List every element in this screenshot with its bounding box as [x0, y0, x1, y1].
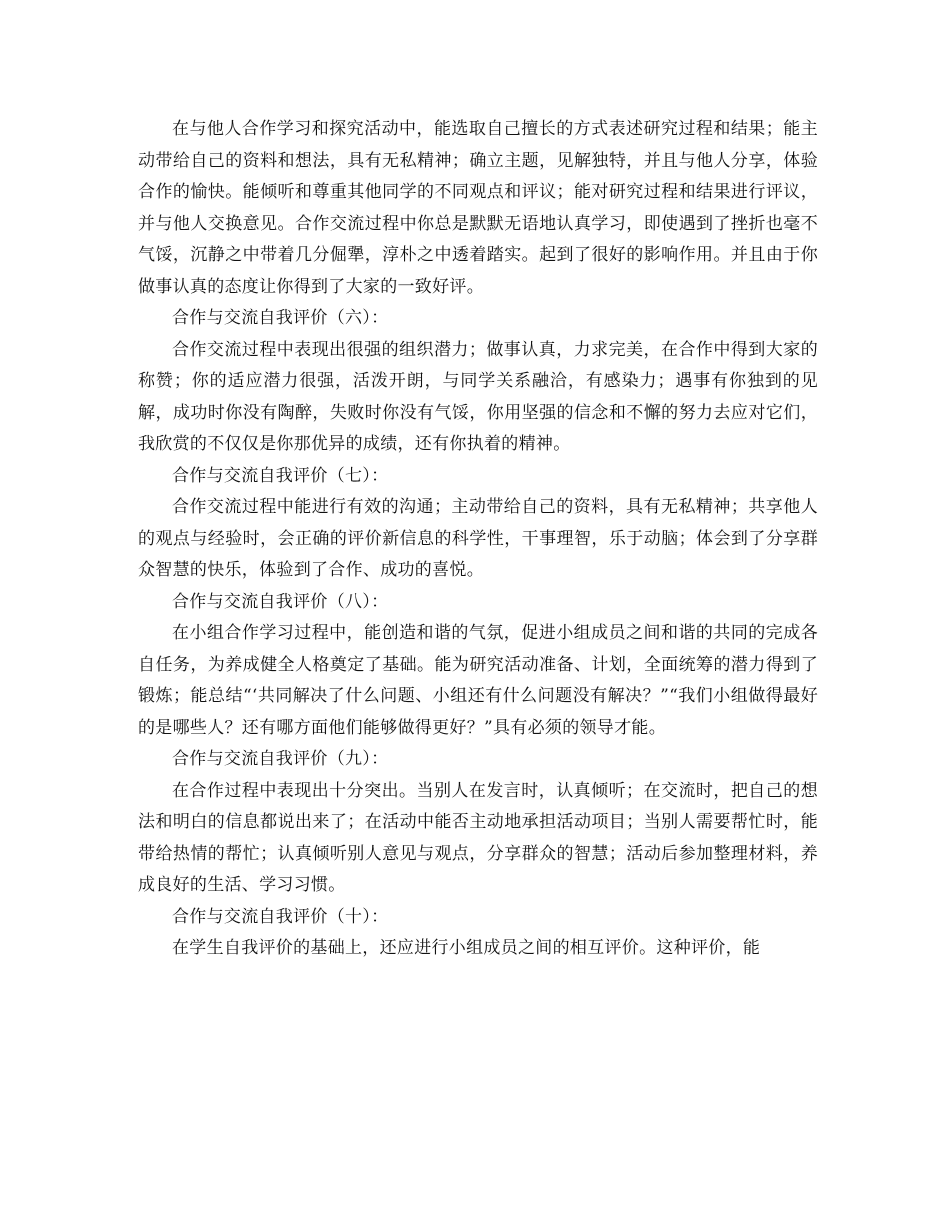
body-paragraph: 在学生自我评价的基础上，还应进行小组成员之间的相互评价。这种评价，能	[172, 938, 761, 958]
body-paragraph: 合作交流过程中表现出很强的组织潜力；做事认真，力求完美，在合作中得到大家的称赞；你的适应潜力很强，活泼开朗，与同学关系融洽，有感染力；遇事有你独到的见解，成功时你没有陶醉，失败时你没有气馁，你用坚强的信念和不懈的努力去应对它们，我欣赏的不仅仅是你那优异的成绩，还有你执着的精神。	[138, 339, 818, 454]
body-paragraph: 在合作过程中表现出十分突出。当别人在发言时，认真倾听；在交流时，把自己的想法和明白的信息都说出来了；在活动中能否主动地承担活动项目；当别人需要帮忙时，能带给热情的帮忙；认真倾听别人意见与观点，分享群众的智慧；活动后参加整理材料，养成良好的生活、学习习惯。	[138, 780, 818, 895]
section-heading: 合作与交流自我评价（九）：	[172, 749, 389, 769]
section-heading: 合作与交流自我评价（十）：	[172, 906, 389, 927]
section-heading: 合作与交流自我评价（六）：	[172, 308, 389, 328]
body-paragraph: 在与他人合作学习和探究活动中，能选取自己擅长的方式表述研究过程和结果；能主动带给自己的资料和想法，具有无私精神；确立主题，见解独特，并且与他人分享，体验合作的愉快。能倾听和尊重其他同学的不同观点和评议；能对研究过程和结果进行评议，并与他人交换意见。合作交流过程中你总是默默无语地认真学习，即使遇到了挫折也毫不气馁，沉静之中带着几分倔犟，淳朴之中透着踏实。起到了很好的影响作用。并且由于你做事认真的态度让你得到了大家的一致好评。	[138, 119, 818, 297]
section-heading: 合作与交流自我评价（七）：	[172, 465, 389, 486]
body-paragraph: 在小组合作学习过程中，能创造和谐的气氛，促进小组成员之间和谐的共同的完成各自任务，为养成健全人格奠定了基础。能为研究活动准备、计划，全面统筹的潜力得到了锻炼；能总结“‘共同解决了什么问题、小组还有什么问题没有解决？”“我们小组做得最好的是哪些人？还有哪方面他们能够做得更好？”具有必须的领导才能。	[138, 623, 818, 738]
body-paragraph: 合作交流过程中能进行有效的沟通；主动带给自己的资料，具有无私精神；共享他人的观点与经验时，会正确的评价新信息的科学性，干事理智，乐于动脑；体会到了分享群众智慧的快乐，体验到了合作、成功的喜悦。	[138, 497, 818, 580]
document-body	[138, 114, 818, 965]
section-heading: 合作与交流自我评价（八）：	[172, 591, 389, 612]
